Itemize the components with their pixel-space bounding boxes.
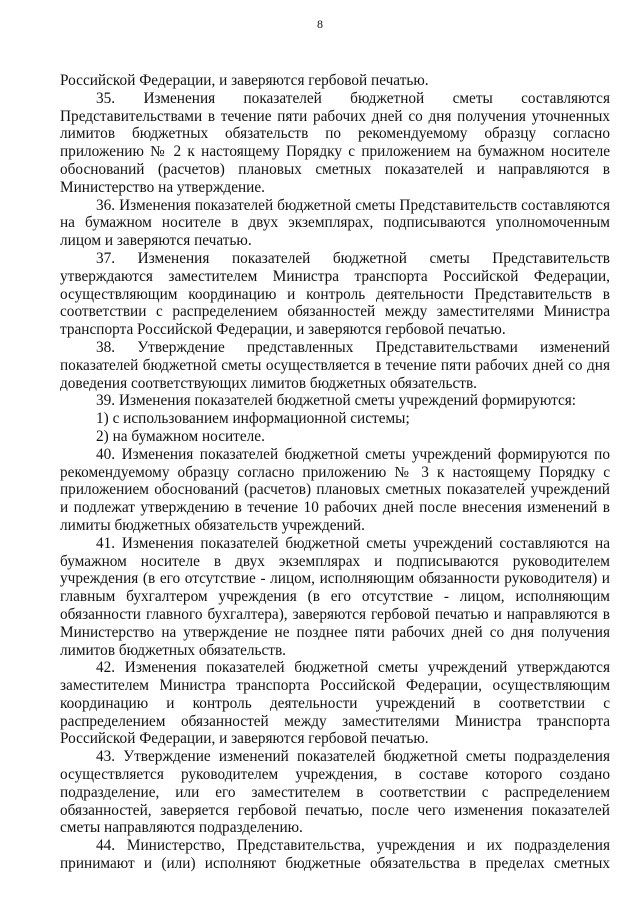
- paragraph-44: 44. Министерство, Представительства, учреждения и их подразделения принимают и (или) исполняют бюджетные обязательства в пределах сметных: [60, 837, 610, 873]
- paragraph-42: 42. Изменения показателей бюджетной сметы учреждений утверждаются заместителем Министра транспорта Российской Федерации, осуществляющим координацию и контроль деятельности учреждений в соответствии с распределением обязанностей между заместителями Министра транспорта Российской Федерации, и заверяются гербовой печатью.: [60, 659, 610, 748]
- document-body: [60, 72, 610, 873]
- paragraph-39: 39. Изменения показателей бюджетной сметы учреждений формируются:: [96, 392, 577, 410]
- paragraph-38: 38. Утверждение представленных Представительствами изменений показателей бюджетной сметы осуществляется в течение пяти рабочих дней со дня доведения соответствующих лимитов бюджетных обязательств.: [60, 338, 610, 392]
- paragraph-continuation: Российской Федерации, и заверяются гербовой печатью.: [60, 72, 429, 89]
- paragraph-41: 41. Изменения показателей бюджетной сметы учреждений составляются на бумажном носителе в двух экземплярах и подписываются руководителем учреждения (в его отсутствие - лицом, исполняющим обязанности руководителя) и главным бухгалтером учреждения (в его отсутствие - лицом, исполняющим обязанности главного бухгалтера), заверяются гербовой печатью и направляются в Министерство на утверждение не позднее пяти рабочих дней со дня получения лимитов бюджетных обязательств.: [60, 534, 610, 659]
- paragraph-40: 40. Изменения показателей бюджетной сметы учреждений формируются по рекомендуемому образцу согласно приложению № 3 к настоящему Порядку с приложением обоснований (расчетов) плановых сметных показателей учреждений и подлежат утверждению в течение 10 рабочих дней после внесения изменений в лимиты бюджетных обязательств учреждений.: [60, 445, 610, 534]
- page-number: 8: [317, 17, 323, 31]
- paragraph-36: 36. Изменения показателей бюджетной сметы Представительств составляются на бумажном носителе в двух экземплярах, подписываются уполномоченным лицом и заверяются печатью.: [60, 196, 610, 250]
- list-item-2: 2) на бумажном носителе.: [96, 427, 265, 445]
- paragraph-35: 35. Изменения показателей бюджетной сметы составляются Представительствами в течение пяти рабочих дней со дня получения уточненных лимитов бюджетных обязательств по рекомендуемому образцу согласно приложению № 2 к настоящему Порядку с приложением на бумажном носителе обоснований (расчетов) плановых сметных показателей и направляются в Министерство на утверждение.: [60, 89, 610, 196]
- paragraph-43: 43. Утверждение изменений показателей бюджетной сметы подразделения осуществляется руководителем учреждения, в составе которого создано подразделение, или его заместителем в соответствии с распределением обязанностей, заверяется гербовой печатью, после чего изменения показателей сметы направляются подразделению.: [60, 748, 610, 837]
- paragraph-37: 37. Изменения показателей бюджетной сметы Представительств утверждаются заместителем Министра транспорта Российской Федерации, осуществляющим координацию и контроль деятельности Представительств в соответствии с распределением обязанностей между заместителями Министра транспорта Российской Федерации, и заверяются гербовой печатью.: [60, 249, 610, 339]
- list-item-1: 1) с использованием информационной системы;: [96, 410, 410, 428]
